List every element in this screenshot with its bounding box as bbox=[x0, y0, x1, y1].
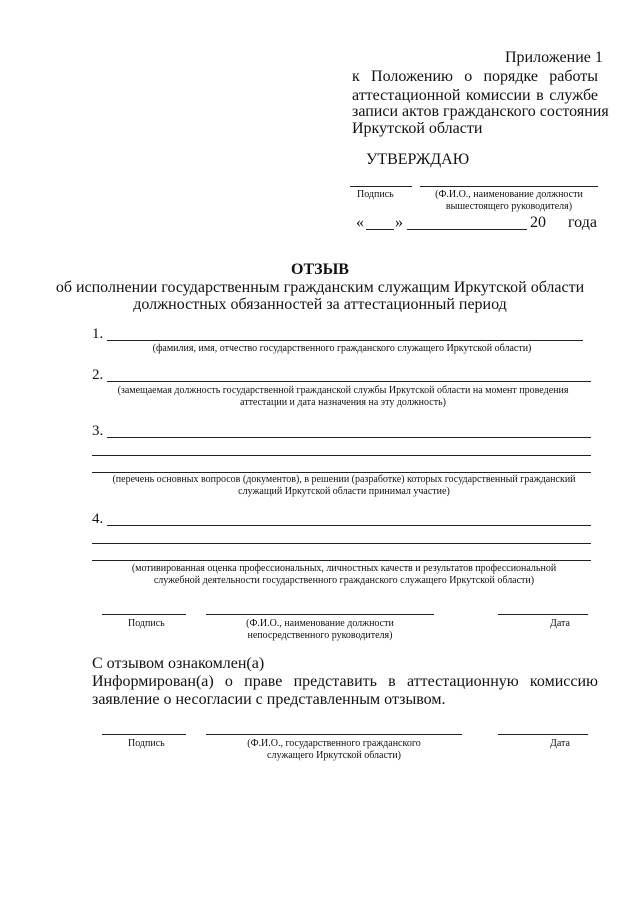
sign1-name-label: (Ф.И.О., наименование должности bbox=[246, 618, 394, 629]
sign2-name-label: служащего Иркутской области) bbox=[267, 750, 401, 761]
item-fill-line bbox=[107, 437, 591, 438]
acquaint-line: заявление о несогласии с представленным отзывом. bbox=[92, 691, 446, 708]
approve-month-line bbox=[407, 229, 527, 230]
item-hint: аттестации и дата назначения на эту должность) bbox=[240, 397, 446, 408]
sign1-name-line bbox=[206, 614, 434, 615]
sign2-date-label: Дата bbox=[550, 738, 570, 749]
sign1-name-label: непосредственного руководителя) bbox=[247, 630, 393, 641]
approve-year-suffix: года bbox=[568, 214, 597, 231]
approve-name-line bbox=[420, 186, 598, 187]
approve-date-open-quote: « bbox=[356, 214, 364, 231]
item-hint: (замещаемая должность государственной гражданской службы Иркутской области на момент проведения bbox=[117, 385, 569, 396]
item-hint: служащий Иркутской области принимал участие) bbox=[238, 486, 450, 497]
approve-date-close-quote: » bbox=[395, 214, 403, 231]
document-title: ОТЗЫВ bbox=[291, 261, 349, 278]
sign2-date-line bbox=[498, 734, 588, 735]
appendix-line: записи актов гражданского состояния bbox=[352, 103, 609, 120]
sign1-date-label: Дата bbox=[550, 618, 570, 629]
approve-day-line bbox=[366, 229, 394, 230]
sign2-signature-label: Подпись bbox=[128, 738, 165, 749]
approve-sign-label: Подпись bbox=[357, 189, 394, 200]
item-number: 4. bbox=[92, 511, 104, 527]
approve-name-label: вышестоящего руководителя) bbox=[445, 201, 573, 212]
item-fill-line bbox=[92, 472, 591, 473]
document-subtitle: об исполнении государственным гражданским служащим Иркутской области bbox=[55, 279, 585, 296]
approve-title: УТВЕРЖДАЮ bbox=[366, 151, 470, 168]
item-fill-line bbox=[107, 525, 591, 526]
appendix-line: аттестационной комиссии в службе bbox=[352, 87, 598, 104]
sign1-signature-line bbox=[102, 614, 186, 615]
item-fill-line bbox=[107, 381, 591, 382]
item-fill-line bbox=[92, 455, 591, 456]
item-fill-line bbox=[107, 340, 583, 341]
appendix-line: Иркутской области bbox=[352, 120, 483, 137]
item-hint: (мотивированная оценка профессиональных, личностных качеств и результатов профессиональной bbox=[131, 563, 557, 574]
appendix-line: к Положению о порядке работы bbox=[352, 68, 598, 85]
approve-sign-line bbox=[350, 186, 412, 187]
item-fill-line bbox=[92, 560, 591, 561]
item-hint: служебной деятельности государственного гражданского служащего Иркутской области) bbox=[153, 575, 535, 586]
sign2-signature-line bbox=[102, 734, 186, 735]
item-hint: (фамилия, имя, отчество государственного гражданского служащего Иркутской области) bbox=[152, 343, 532, 354]
item-number: 3. bbox=[92, 423, 104, 439]
appendix-title: Приложение 1 bbox=[505, 49, 603, 66]
item-number: 2. bbox=[92, 367, 104, 383]
approve-year-prefix: 20 bbox=[530, 214, 546, 231]
item-fill-line bbox=[92, 543, 591, 544]
acquaint-line: С отзывом ознакомлен(а) bbox=[92, 655, 265, 672]
acquaint-line: Информирован(а) о праве представить в аттестационную комиссию bbox=[92, 673, 598, 690]
approve-name-label: (Ф.И.О., наименование должности bbox=[435, 189, 583, 200]
sign1-signature-label: Подпись bbox=[128, 618, 165, 629]
sign2-name-line bbox=[206, 734, 462, 735]
sign1-date-line bbox=[498, 614, 588, 615]
item-number: 1. bbox=[92, 326, 104, 342]
sign2-name-label: (Ф.И.О., государственного гражданского bbox=[247, 738, 421, 749]
item-hint: (перечень основных вопросов (документов), в решении (разработке) которых государственный гражданский bbox=[112, 474, 576, 485]
document-subtitle: должностных обязанностей за аттестационный период bbox=[133, 296, 507, 313]
